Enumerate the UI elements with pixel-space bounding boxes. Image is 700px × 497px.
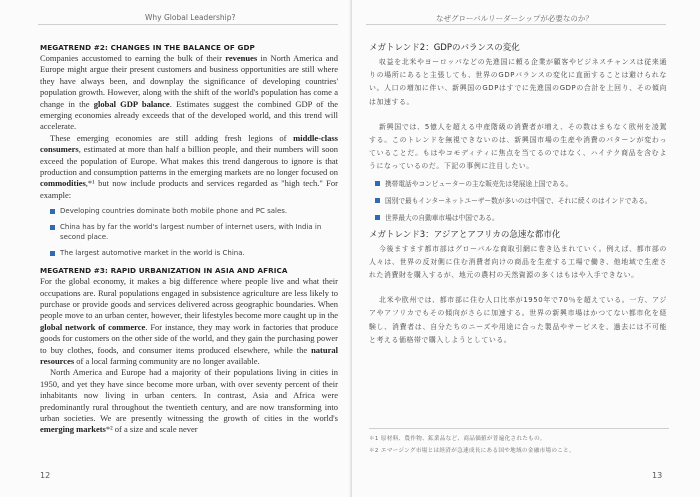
- list-item: The largest automotive market in the world is China.: [50, 249, 338, 258]
- paragraph: Companies accustomed to earning the bulk of their revenues in North America and Europe might argue their present customers and business opportunities are still where they have always been, and downplay the significance of developing countries' population growth. However, along with the shift of the world's population has come a change in the global GDP balance. Estimates suggest the combined GDP of the emerging economies already exceeds that of the developed world, and this trend will accelerate.: [40, 53, 338, 132]
- running-head: なぜグローバルリーダーシップが必要なのか？: [436, 14, 593, 23]
- section-heading-megatrend-3: メガトレンド3：アジアとアフリカの急速な都市化: [369, 229, 561, 240]
- paragraph: 新興国では、5億人を超える中産階級の消費者が増え、その数はまもなく欧州を凌駕する。このトレンドを無視できないのは、新興国市場の生産や消費のパターンが変わっていることだ。もはやコモディティに焦点を当てるのではなく、ハイテク商品を含むようになっているのだ。下記の事例に注目したい。: [369, 122, 667, 171]
- bold-term: global network of commerce: [40, 321, 146, 332]
- section-heading-megatrend-2: メガトレンド2：GDPのバランスの変化: [369, 43, 520, 53]
- bold-term: commodities: [40, 178, 86, 189]
- left-text-column: [40, 42, 338, 436]
- bullet-list: [50, 207, 338, 258]
- list-item: 国別で最もインターネットユーザー数が多いのは中国で、それに続くのはインドである。: [375, 195, 667, 207]
- section-heading-megatrend-2: MEGATREND #2: CHANGES IN THE BALANCE OF GDP: [40, 43, 255, 52]
- running-head: Why Global Leadership?: [145, 13, 236, 22]
- footnote: ＊1 原材料、農作物、鉱業品など、商品価値が普遍化されたもの。: [369, 436, 546, 442]
- list-item: China has by far the world's largest number of internet users, with India in second place.: [50, 223, 338, 241]
- right-page: [352, 0, 700, 497]
- bullet-list: [375, 178, 667, 224]
- bold-term: middle-class consumers: [40, 132, 338, 155]
- paragraph: These emerging economies are still adding fresh legions of middle-class consumers, estimated at more than half a billion people, and their numbers will soon exceed the population of Europe. What makes this trend dangerous to ignore is that production and consumption patterns in the emerging markets are no longer focused on commodities,*¹ but now include products and services regarded as "high tech." For example:: [40, 132, 338, 200]
- bold-term: global GDP balance: [93, 98, 170, 109]
- bold-term: emerging markets: [40, 424, 106, 435]
- paragraph: 北米や欧州では、都市部に住む人口比率が1950年で70％を超えている。一方、アジアやアフリカでもその傾向がさらに加速する。世界の新興市場はかつてない都市化を経験し、消費者は、自分たちのニーズや用途に合った製品やサービスを、過去には不可能と考える価格帯で購入しようとしている。: [369, 296, 667, 344]
- paragraph: 今後ますます都市部はグローバルな商取引網に巻き込まれていく。例えば、都市部の人々は、世界の反対側に住む消費者向けの商品を生産する工場で働き、他地域で生産された消費財を購入するが、地元の農村の天然資源の多くはもはや入手できない。: [369, 244, 667, 280]
- header-rule: [366, 24, 666, 25]
- list-item: 携帯電話やコンピューターの主な販売先は発展途上国である。: [375, 178, 667, 190]
- page-number: 13: [652, 471, 663, 480]
- footnote-rule: [369, 428, 669, 429]
- paragraph: For the global economy, it makes a big difference where people live and what their occupations are. Rural populations engaged in subsistence agriculture are less likely to purchase or provide goods and services delivered across geographic boundaries. When people move to an urban center, however, their lifestyles become more caught up in the global network of commerce. For instance, they may work in factories that produce goods for customers on the other side of the world, and they gain the purchasing power to buy clothes, foods, and consumer items produced elsewhere, while the natural resources of a local farming community are no longer available.: [40, 276, 339, 366]
- right-text-column: [369, 42, 667, 347]
- paragraph: 収益を北米やヨーロッパなどの先進国に頼る企業が顧客やビジネスチャンスは従来通りの場所にあると主張しても、世界のGDPバランスの変化に直面することは避けられない。人口の増加に伴い、新興国のGDPはすでに先進国のGDPの合計を上回り、その傾向は加速する。: [369, 58, 667, 106]
- paragraph: North America and Europe had a majority of their populations living in cities in 1950, and yet they have since become more urban, with over seventy percent of their inhabitants now living in urban centers. In contrast, Asia and Africa were predominantly rural throughout the twentieth century, and are now transforming into urban societies. We are presently witnessing the growth of cities in the world's emerging markets*² of a size and scale never: [40, 367, 338, 435]
- list-item: 世界最大の自動車市場は中国である。: [375, 212, 667, 224]
- header-rule: [38, 24, 338, 25]
- bold-term: revenues: [225, 53, 258, 63]
- bold-term: natural resources: [40, 344, 338, 366]
- section-heading-megatrend-3: MEGATREND #3: RAPID URBANIZATION IN ASIA AND AFRICA: [40, 266, 288, 276]
- footnote: ＊2 エマージング市場とは経済が急速成長にある国や地域の金融市場のこと。: [369, 448, 575, 454]
- page-number: 12: [40, 471, 51, 480]
- list-item: Developing countries dominate both mobile phone and PC sales.: [50, 207, 338, 216]
